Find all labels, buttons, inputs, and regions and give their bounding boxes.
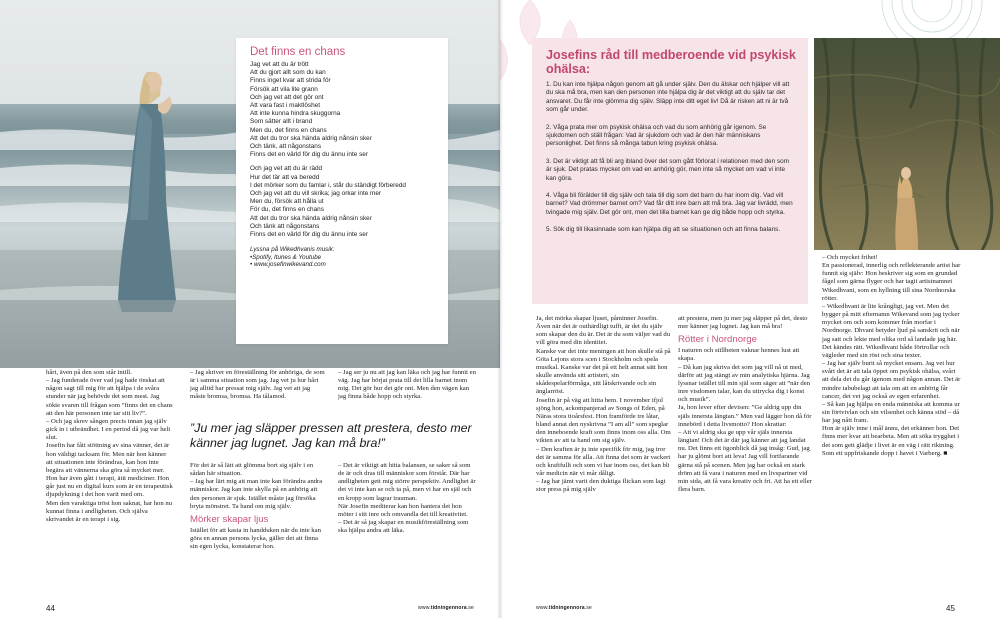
advice-item-3: 3. Det är viktigt att få bli arg ibland över det som gått förlorat i relationen med den som är sjuk. Det pratas mycket om vad en anhörig gör, men inte så mycket om vad vi inte kan göra. — [546, 157, 789, 182]
poem-line: Att vara fast i maktlöshet — [250, 102, 320, 110]
paragraph: Istället för att kasta in handduken när du inte kan göra en annan persons lycka, gäller det att finna sin egen lycka, konstaterar hon. — [190, 526, 321, 551]
poem-card — [236, 38, 448, 344]
poem-footer — [250, 246, 434, 269]
paragraph: hårt, även på den som står intill. — [46, 369, 132, 376]
left-column-3-bottom — [338, 462, 476, 535]
pull-quote: ”Ju mer jag släpper pressen att prestera, desto mer känner jag lugnet. Jag kan må bra!” — [190, 421, 472, 450]
paragraph: Hon är själv inne i mål ännu, det erkänner hon. Det finns mer kvar att bearbeta. Men att söka trygghet i det som gett glädje i livet är en väg i rätt riktning. Som ett uppfriskande dopp i havet i Varberg. ■ — [822, 425, 960, 457]
poem-line: Finns inget kvar att strida för — [250, 77, 331, 85]
site-suffix: .se — [466, 605, 474, 611]
advice-item-5: 5. Sök dig till likasinnade som kan hjälpa dig att se situationen och att finna balans. — [546, 226, 781, 234]
poem-line: Och jag vet att du vill skrika; jag orkar inte mer — [250, 190, 382, 198]
paragraph: – Jag har jämt varit den duktiga flickan som lagt stor press på mig själv — [536, 478, 666, 494]
paragraph: – Den kraften är ju inte specifik för mig, jag tror det är samma för alla. Att finna det som är vackert och kraftfullt och som vi har inom oss, det kan bli vår medicin när vi mår dåligt. — [536, 445, 671, 477]
right-column-1 — [536, 315, 672, 494]
site-url-right[interactable] — [536, 605, 592, 611]
right-column-2 — [678, 315, 814, 494]
poem-title: Det finns en chans — [250, 46, 346, 58]
paragraph: – Jag har lärt mig att man inte kan förändra andra människor. Jag kan inte skylla på en anhörig att den personen är sjuk. Istället måste jag försöka bryta mönstret. Ta hand om mig själv. — [190, 478, 323, 510]
paragraph: För det är så lätt att glömma bort sig själv i en sådan här situation. — [190, 462, 314, 478]
paragraph: – Så kan jag hjälpa en enda människa att komma ur sin förtvivlan och sin vilsenhet och känna stöd – då har jag nått fram. — [822, 400, 960, 425]
poem-line: Att du gjort allt som du kan — [250, 69, 326, 77]
right-column-3 — [822, 254, 962, 458]
listen-label: Lyssna på Wikedhvanis musik: — [250, 246, 335, 254]
poem-line: Att det du tror ska hända aldrig nånsin sker — [250, 214, 372, 222]
advice-item-4: 4. Våga bli förälder till dig själv och tala till dig som det barn du har inom dig. Vad vill barnet? Vad drömmer barnet om? Vad får ditt inre barn att må bra. Jag var livrädd, men tvingade mig själv. Det gör ont, men det lilla barnet kan ge dig både hopp och styrka. — [546, 192, 793, 216]
page-number-left: 44 — [46, 604, 55, 613]
page-number-right: 45 — [946, 604, 955, 613]
advice-box — [532, 38, 808, 304]
poem-line: Men du, det finns en chans — [250, 126, 327, 134]
poem-stanza-2 — [250, 165, 434, 239]
listen-platforms: •Spotify, Itunes & Youtube — [250, 253, 322, 261]
left-column-1 — [46, 369, 174, 524]
poem-line: Hur det tär att va beredd — [250, 173, 320, 181]
poem-stanza-1 — [250, 61, 434, 159]
site-brand: tidningennora — [548, 605, 585, 611]
paragraph: – Jag funderade över vad jag hade önskat att någon sagt till mig för att hjälpa i de svåra stunder när jag behövde det som mest. Jag sökte svaren till frågan som ”finns det en chans att den här personen inte tar sitt liv?”. — [46, 377, 173, 417]
paragraph: – Då kan jag skriva det som jag vill nå ut med, därför att jag stängt av min analytiska hjärna. Jag lyssnar istället till min själ som säger att ”när den inre visdomen talar, kan du uttrycka dig i konst och musik”. — [678, 363, 811, 404]
site-url-left[interactable] — [418, 605, 474, 611]
poem-line: Som sätter allt i brand — [250, 118, 313, 126]
poem-line: Och jag vet att det gör ont — [250, 93, 324, 101]
poem-line: Finns det en värld för dig du ännu inte ser — [250, 151, 368, 159]
page-gutter — [497, 0, 503, 618]
poem-line: Jag vet att du är trött — [250, 61, 309, 68]
site-prefix: www. — [418, 605, 431, 611]
subheading-morker: Mörker skapar ljus — [190, 513, 269, 525]
paragraph: Kanske var det inte meningen att hon skulle stå på Göta Lejons stora scen i Stockholm och spela musikal. Kanske var det på ett helt annat sätt hon skulle använda sitt artisteri, sin skådespelarförmåga, sitt låtskrivande och sin änglarröst. — [536, 347, 671, 396]
site-suffix: .se — [584, 605, 592, 611]
site-brand: tidningennora — [430, 605, 467, 611]
paragraph: – Och jag skrev sången precis innan jag själv gick in i utbrändhet. I en period då jag var helt slut. — [46, 417, 171, 442]
poem-line: Finns det en värld för dig du ännu inte ser — [250, 231, 368, 239]
advice-item-2: 2. Våga prata mer om psykisk ohälsa och vad du som anhörig går igenom. Se sjukdomen och ställ frågan: Vad är sjukdom och vad är den här människans personlighet. Det finns så många tabun kring psykisk ohälsa. — [546, 123, 767, 148]
paragraph: När Josefin mediterar kan hon hantera det hon möter i sitt inre och omvandla det till kreativitet. — [338, 502, 468, 518]
poem-line: Och jag vet att du är rädd — [250, 165, 323, 173]
paragraph: att prestera, men ju mer jag släpper på det, desto mer känner jag lugnet. Jag kan må bra! — [678, 315, 808, 331]
paragraph: – Det är viktigt att hitta balansen, se saker så som de är och dras till människor som förstår. Där har andligheten gett mig större perspektiv. Andlighet är det vi inte kan se och ta på, men vi har en själ och en kropp som lagrar trauman. — [338, 462, 476, 502]
paragraph: Josefin är på väg att hitta hem. I november ifjol sjöng hon, ackompanjerad av Songs of Eden, på Näras stora tioårsfest. Hon framförde tre låtar, bland annat den nyskrivna ”I am all” som speglar den inneboende kraft som finns inom oss alla. Om vikten av att ta hand om sig själv. — [536, 396, 671, 445]
poem-line: Men du, försök att hålla ut — [250, 198, 324, 206]
right-page — [500, 0, 1000, 618]
forest-photo-illustration — [814, 38, 1000, 250]
paragraph: Ja, det mörka skapar ljuset, påminner Josefin. Även när det är outhärdligt tufft, är det du själv som skapar den du är. Det är du som väljer vad du vill göra med din identitet. — [536, 315, 671, 347]
paragraph: Ja, hon lever efter devisen: ”Ge aldrig upp din själs innersta längtan.” Men vad lägger hon då för innebörd i detta livsmotto? Hon skrattar: — [678, 404, 812, 428]
paragraph: Men den varaktiga tröst hon saknat, har hon nu kunnat finna i andligheten. Och själva skrivandet är en terapi i sig. — [46, 499, 173, 523]
poem-line: Att inte kunna hindra skuggorna — [250, 110, 341, 118]
forest-photo — [814, 38, 1000, 250]
listen-website-link[interactable]: • www.josefinwikevand.com — [250, 261, 326, 269]
paragraph: – Att vi aldrig ska ge upp vår själs innersta längtan! Och det är där jag känner att jag landat nu. Det finns ett ögonblick då jag insåg: Gud, jag har ju glömt bort att leva! Jag vill fortfarande gärna stå på scenen. Men jag har också en stark dröm att få vara i naturen med en livspartner vid min sida, att få vara kreativ och fri. Att ha ett eller flera barn. — [678, 428, 812, 493]
paragraph: – Jag skriver en föreställning för anhöriga, de som är i samma situation som jag. Jag vet ju hur hårt jag alltid har pressat mig själv. Jag vet att jag måste bromsa, bromsa. Ha tålamod. — [190, 369, 325, 401]
poem-line: Och tänk att någonstans — [250, 222, 320, 230]
left-column-2-bottom — [190, 462, 325, 551]
left-column-2-top — [190, 369, 325, 402]
paragraph: – Det är så jag skapar en musikföreställning som ska hjälpa andra att läka. — [338, 519, 469, 535]
paragraph: – Och mycket frihet! — [822, 254, 878, 261]
advice-item-1: 1. Du kan inte hjälpa någon genom att gå under själv. Den du älskar och hjälper vill att du ska må bra, men kan den personen inte hjälpa dig är det viktigt att du själv tar det ansvaret. Du får inte glömma dig själv. Släpp inte ditt eget liv! Då är risken att ni är två som går under. — [546, 81, 790, 114]
poem-line: I det mörker som du famlar i, står du ständigt förberedd — [250, 181, 406, 189]
paragraph: – Jag ser ju nu att jag kan läka och jag har funnit en väg. Jag har börjat prata till det lilla barnet inom mig. Det gör hur det gör ont. Men den vägen kan jag finna både hopp och styrka. — [338, 369, 476, 401]
subheading-rotter: Rötter i Nordnorge — [678, 334, 757, 346]
poem-line: För du, det finns en chans — [250, 206, 324, 214]
paragraph: Josefin har fått stöttning av sina vänner, det är hon väldigt tacksam för. Men när hon känner att situationen inte förändras, kan hon inte begära att vännerna ska göra så mycket mer. Hon har även gått i terapi, ätit mediciner. Hon går just nu en digital kurs som är en terapeutisk djupdykning i det hon varit med om. — [46, 442, 173, 499]
poem-line: Att det du tror ska hända aldrig nånsin sker — [250, 134, 372, 142]
paragraph: – Wikedhvani är lite krångligt, jag vet. Men det bygger på mitt efternamn Wikevand som jag tycker mycket om och som kommer från morfar i Nordnorge. Dhvani betyder ljud på sanskrit och när jag satt och lekte med olika ord så landade jag här. Det kändes rätt. Wikedhvani både förtrollar och vägleder med sin röst och sina texter. — [822, 302, 960, 359]
site-prefix: www. — [536, 605, 549, 611]
poem-line: Försök att vila lite grann — [250, 85, 318, 93]
poem-line: Och tänk, att någonstans — [250, 143, 322, 151]
paragraph: – Jag har själv burit så mycket ensam. Jag vet hur svårt det är att tala öppet om psykisk ohälsa, svårt att dela det du går igenom med någon annan. Det är mindre tabubelagt att tala om att en anhörig får cancer, det vet jag också av egen erfarenhet. — [822, 360, 961, 400]
advice-title: Josefins råd till medberoende vid psykisk ohälsa: — [546, 48, 796, 76]
forest-figure — [895, 167, 918, 250]
paragraph: I naturen och stillheten vaknar hennes lust att skapa. — [678, 347, 800, 363]
left-column-3-top — [338, 369, 476, 402]
paragraph: En passionerad, innerlig och reflekterande artist har funnit sig själv: Hon beskriver sig som en grundad fågel som gärna flyger och har tagit artistnamnet Wikedhvani, som en hyllning till sina Nordnorska rötter. — [822, 262, 961, 302]
